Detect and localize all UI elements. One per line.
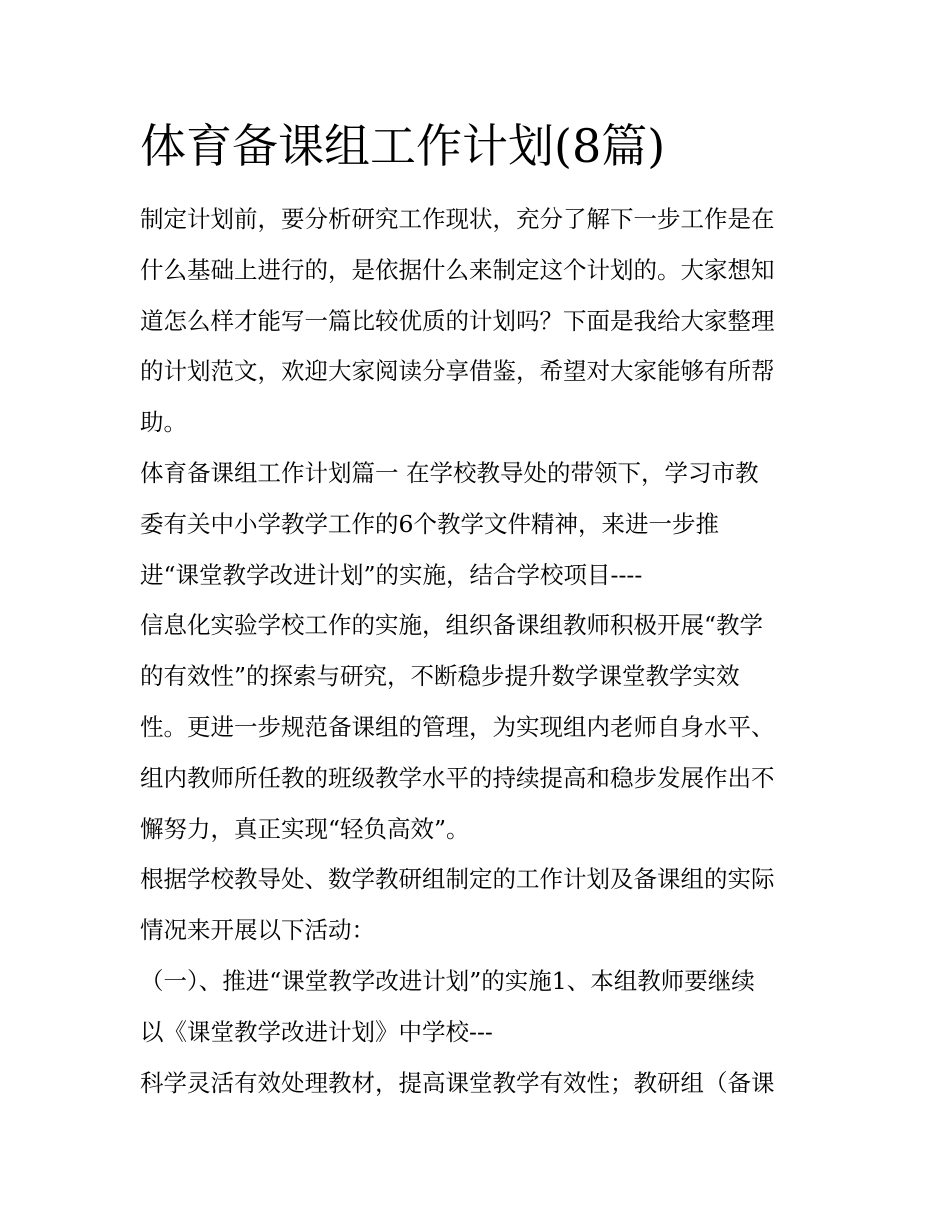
text-line: 以《课堂教学改进计划》中学校--- (140, 1017, 493, 1046)
text-line: 性。更进一步规范备课组的管理，为实现组内老师自身水平、 (140, 712, 775, 741)
document-title: 体育备课组工作计划(8篇) (140, 119, 666, 173)
text-line: 根据学校教导处、数学教研组制定的工作计划及备课组的实际 (140, 865, 775, 894)
text-line: 情况来开展以下活动： (140, 916, 375, 945)
text-line: 懈努力，真正实现“轻负高效”。 (140, 814, 470, 843)
document-page (140, 110, 820, 1108)
text-line: 什么基础上进行的，是依据什么来制定这个计划的。大家想知 (140, 255, 775, 284)
text-line: 委有关中小学教学工作的6个教学文件精神，来进一步推 (140, 509, 719, 538)
text-line: （一）、推进“课堂教学改进计划”的实施1、本组教师要继续 (140, 966, 755, 995)
text-line: 信息化实验学校工作的实施，组织备课组教师积极开展“教学 (140, 611, 764, 640)
text-line: 制定计划前，要分析研究工作现状，充分了解下一步工作是在 (140, 205, 775, 233)
text-line: 助。 (140, 408, 187, 437)
text-line: 进“课堂教学改进计划”的实施，结合学校项目---- (140, 560, 643, 589)
text-line: 的计划范文，欢迎大家阅读分享借鉴，希望对大家能够有所帮 (140, 357, 775, 386)
document-body (140, 194, 820, 1108)
text-line: 组内教师所任教的班级教学水平的持续提高和稳步发展作出不 (140, 763, 775, 792)
text-line: 道怎么样才能写一篇比较优质的计划吗？下面是我给大家整理 (140, 306, 775, 335)
text-line: 科学灵活有效处理教材，提高课堂教学有效性；教研组（备课 (140, 1068, 775, 1097)
text-line: 的有效性”的探索与研究，不断稳步提升数学课堂教学实效 (140, 662, 740, 691)
text-line: 体育备课组工作计划篇一 在学校教导处的带领下，学习市教 (140, 458, 759, 487)
